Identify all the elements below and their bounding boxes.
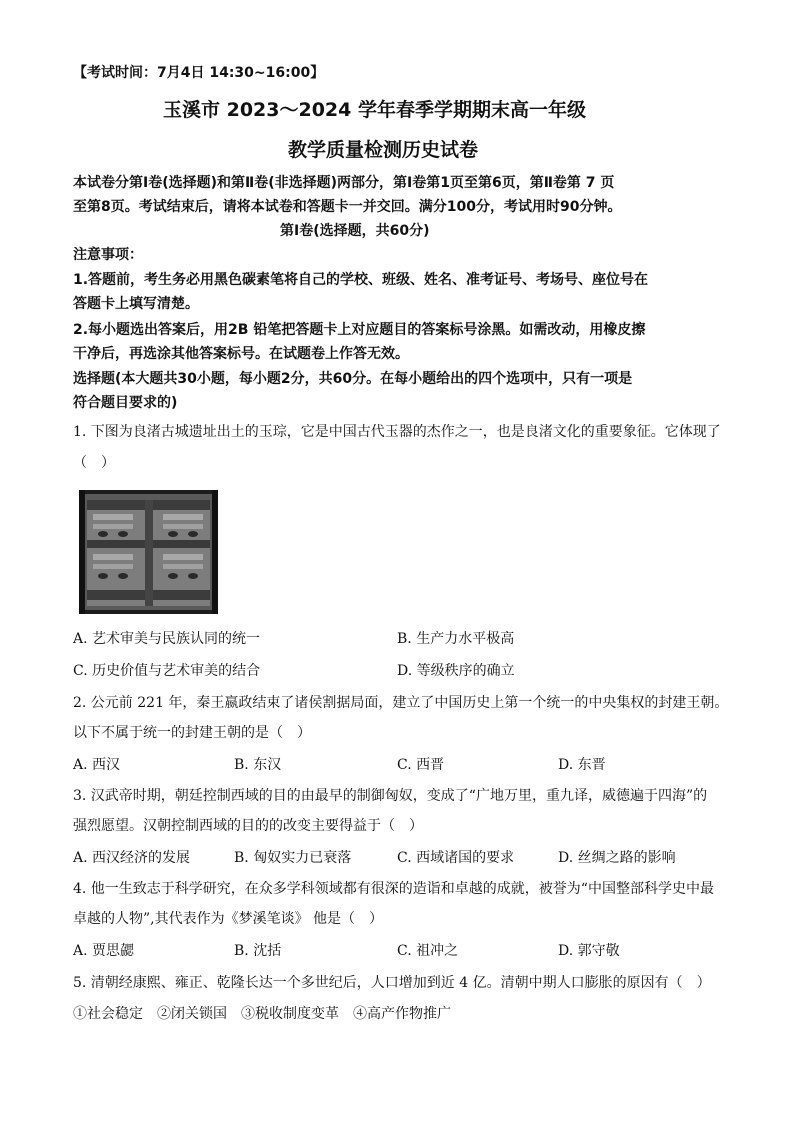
notice2-line2: 干净后，再选涂其他答案标号。在试题卷上作答无效。 — [73, 346, 409, 362]
q3-stem-line1: 3. 汉武帝时期，朝廷控制西域的目的由最早的制御匈奴，变成了“广地万里，重九译，威德遍于四海”的 — [73, 788, 708, 804]
q2-option-c: C. 西晋 — [397, 757, 445, 773]
choice-instructions-line2: 符合题目要求的) — [73, 395, 178, 411]
intro-line1: 本试卷分第Ⅰ卷(选择题)和第Ⅱ卷(非选择题)两部分，第Ⅰ卷第1页至第6页，第Ⅱ卷第 7 页 — [73, 175, 615, 191]
exam-title-line1: 玉溪市 2023～2024 学年春季学期期末高一年级 — [163, 99, 586, 121]
notice1-line2: 答题卡上填写清楚。 — [73, 296, 199, 312]
jade-cong-image — [79, 490, 218, 614]
notice2-line1: 2.每小题选出答案后，用2B 铅笔把答题卡上对应题目的答案标号涂黑。如需改动，用橡皮擦 — [73, 322, 646, 338]
q5-statements: ①社会稳定 ②闭关锁国 ③税收制度变革 ④高产作物推广 — [73, 1006, 451, 1022]
exam-time: 【考试时间：7月4日 14:30~16:00】 — [73, 65, 325, 81]
q3-option-c: C. 西域诸国的要求 — [397, 850, 515, 866]
q1-option-d: D. 等级秩序的确立 — [397, 663, 515, 679]
notice-title: 注意事项： — [73, 247, 143, 263]
q4-option-d: D. 郭守敬 — [558, 943, 620, 959]
q1-stem-line1: 1. 下图为良渚古城遗址出土的玉琮，它是中国古代玉器的杰作之一，也是良渚文化的重要象征。它体现了 — [73, 424, 721, 440]
q1-stem-line2: （ ） — [73, 455, 115, 471]
section-heading: 第Ⅰ卷(选择题，共60分) — [280, 223, 430, 239]
q1-option-c: C. 历史价值与艺术审美的结合 — [73, 663, 261, 679]
q1-option-b: B. 生产力水平极高 — [397, 631, 515, 647]
q4-stem-line2: 卓越的人物”,其代表作为《梦溪笔谈》 他是（ ） — [73, 911, 384, 927]
q3-option-a: A. 西汉经济的发展 — [73, 850, 191, 866]
notice1-line1: 1.答题前，考生务必用黑色碳素笔将自己的学校、班级、姓名、准考证号、考场号、座位号在 — [73, 272, 649, 288]
q4-stem-line1: 4. 他一生致志于科学研究，在众多学科领域都有很深的造诣和卓越的成就，被誉为“中国整部科学史中最 — [73, 881, 714, 897]
q1-option-a: A. 艺术审美与民族认同的统一 — [73, 631, 261, 647]
q2-option-b: B. 东汉 — [234, 757, 282, 773]
q5-stem-line1: 5. 清朝经康熙、雍正、乾隆长达一个多世纪后，人口增加到近 4 亿。清朝中期人口膨胀的原因有（ ） — [73, 975, 711, 991]
exam-title-line2: 教学质量检测历史试卷 — [288, 139, 479, 161]
q4-option-b: B. 沈括 — [234, 943, 282, 959]
intro-line2: 至第8页。考试结束后，请将本试卷和答题卡一并交回。满分100分，考试用时90分钟。 — [73, 199, 622, 215]
q3-option-b: B. 匈奴实力已衰落 — [234, 850, 352, 866]
q3-stem-line2: 强烈愿望。汉朝控制西域的目的的改变主要得益于（ ） — [73, 818, 423, 834]
q4-option-a: A. 贾思勰 — [73, 943, 135, 959]
choice-instructions-line1: 选择题(本大题共30小题，每小题2分，共60分。在每小题给出的四个选项中，只有一项是 — [73, 371, 633, 387]
q2-option-a: A. 西汉 — [73, 757, 121, 773]
q2-stem-line2: 以下不属于统一的封建王朝的是（ ） — [73, 725, 311, 741]
q2-stem-line1: 2. 公元前 221 年，秦王嬴政结束了诸侯割据局面，建立了中国历史上第一个统一的中央集权的封建王朝。 — [73, 695, 729, 711]
q4-option-c: C. 祖冲之 — [397, 943, 459, 959]
q2-option-d: D. 东晋 — [558, 757, 606, 773]
q3-option-d: D. 丝绸之路的影响 — [558, 850, 676, 866]
